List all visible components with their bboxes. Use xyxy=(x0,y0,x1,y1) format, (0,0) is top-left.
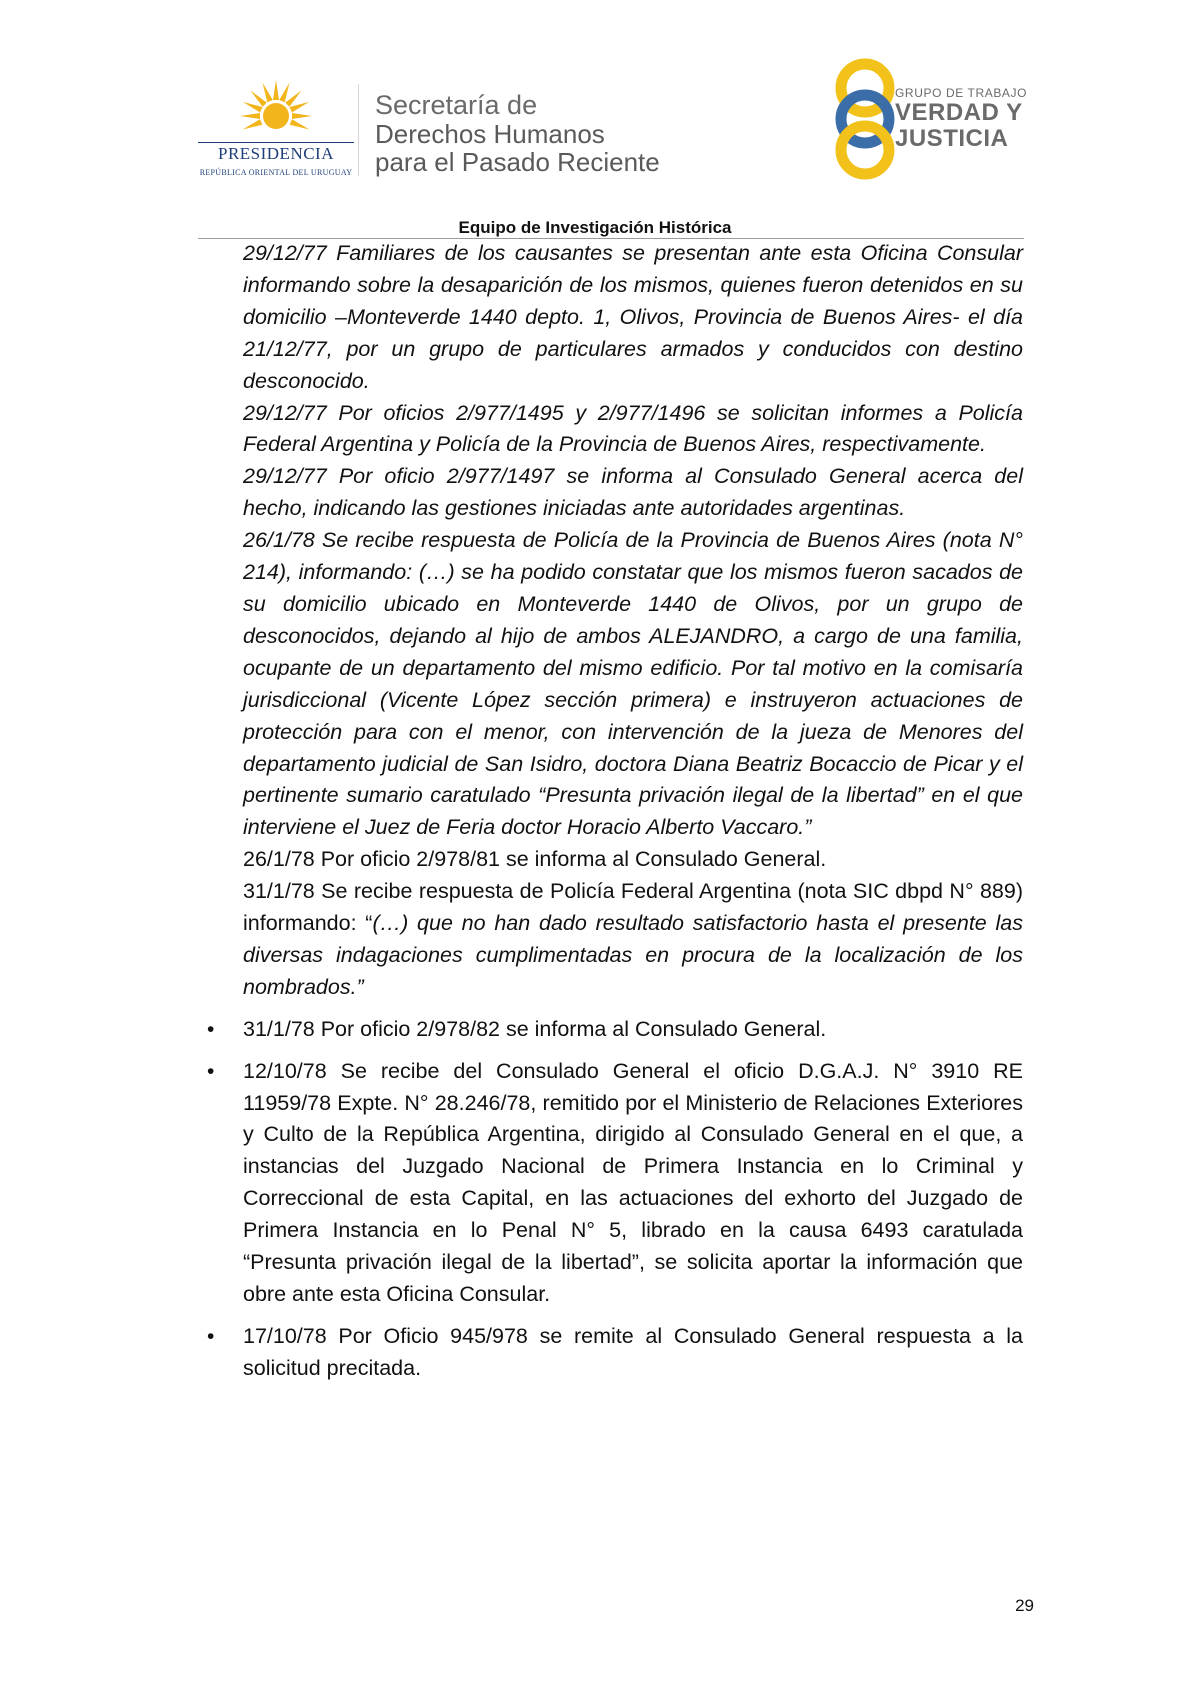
presidencia-label: PRESIDENCIA xyxy=(217,144,334,163)
bullet-icon: • xyxy=(207,1059,215,1083)
presidencia-sublabel: REPÚBLICA ORIENTAL DEL URUGUAY xyxy=(199,168,353,177)
secretaria-logo-text xyxy=(375,90,660,176)
list-item-text: 31/1/78 Por oficio 2/978/82 se informa al Consulado General. xyxy=(243,1016,827,1041)
paragraph-2: 29/12/77 Por oficios 2/977/1495 y 2/977/1496 se solicitan informes a Policía Federal Argentina y Policía de la Provincia de Buenos Aires, respectivamente. xyxy=(243,400,1023,457)
page-number: 29 xyxy=(1015,1596,1034,1615)
page-header xyxy=(0,0,1190,240)
secretaria-line1: Secretaría de xyxy=(375,90,538,120)
list-item xyxy=(207,1014,1023,1046)
header-divider xyxy=(358,84,359,176)
list-item-text: 12/10/78 Se recibe del Consulado General el oficio D.G.A.J. N° 3910 RE 11959/78 Expte. N° 28.246/78, remitido por el Ministerio de Relaciones Exteriores y Culto de la República Argentina, dirigido al Consulado General en el que, a instancias del Juzgado Nacional de Primera Instancia en lo Criminal y Correccional de esta Capital, en las actuaciones del exhorto del Juzgado de Primera Instancia en lo Penal N° 5, librado en la causa 6493 caratulada “Presunta privación ilegal de la libertad”, se solicita aportar la información que obre ante esta Oficina Consular. xyxy=(243,1058,1023,1306)
paragraph-4: 26/1/78 Se recibe respuesta de Policía de la Provincia de Buenos Aires (nota N° 214), informando: (…) se ha podido constatar que los mismos fueron sacados de su domicilio ubicado en Monteverde 1440 de Olivos, por un grupo de desconocidos, dejando al hijo de ambos ALEJANDRO, a cargo de una familia, ocupante de un departamento del mismo edificio. Por tal motivo en la comisaría jurisdiccional (Vicente López sección primera) e instruyeron actuaciones de protección para con el menor, con intervención de la jueza de Menores del departamento judicial de San Isidro, doctora Diana Beatriz Bocaccio de Picar y el pertinente sumario caratulado “Presunta privación ilegal de la libertad” en el que interviene el Juez de Feria doctor Horacio Alberto Vaccaro.” xyxy=(243,528,1023,840)
list-item-text: 17/10/78 Por Oficio 945/978 se remite al Consulado General respuesta a la solicitud precitada. xyxy=(243,1323,1023,1380)
vj-line1: VERDAD Y xyxy=(895,99,1023,126)
list-item xyxy=(207,1321,1023,1385)
paragraph-5: 26/1/78 Por oficio 2/978/81 se informa al Consulado General. xyxy=(243,847,827,872)
list-item xyxy=(207,1056,1023,1311)
paragraph-6-plain: 31/1/78 Se recibe respuesta de Policía Federal Argentina (nota SIC dbpd N° 889) informando: “ xyxy=(243,879,1023,936)
verdad-justicia-text xyxy=(895,86,1027,152)
vj-small-label: GRUPO DE TRABAJO xyxy=(895,86,1028,100)
team-title: Equipo de Investigación Histórica xyxy=(458,218,732,237)
presidencia-logo xyxy=(196,78,356,178)
bullet-icon: • xyxy=(207,1017,215,1041)
presidencia-rule xyxy=(198,142,354,143)
document-body xyxy=(207,238,1024,1385)
bullet-icon: • xyxy=(207,1324,215,1348)
vj-line2: JUSTICIA xyxy=(895,125,1009,152)
paragraph-6 xyxy=(243,876,1023,1004)
secretaria-line3: para el Pasado Reciente xyxy=(375,147,660,177)
secretaria-line2: Derechos Humanos xyxy=(375,119,605,149)
paragraph-6-quote: (…) que no han dado resultado satisfactorio hasta el presente las diversas indagaciones cumplimentadas en procura de la localización de los nombrados.” xyxy=(243,911,1024,999)
paragraph-3: 29/12/77 Por oficio 2/977/1497 se informa al Consulado General acerca del hecho, indicando las gestiones iniciadas ante autoridades argentinas. xyxy=(243,464,1023,521)
sun-emblem-icon xyxy=(236,78,316,148)
paragraph-1: 29/12/77 Familiares de los causantes se presentan ante esta Oficina Consular informando sobre la desaparición de los mismos, quienes fueron detenidos en su domicilio –Monteverde 1440 depto. 1, Olivos, Provincia de Buenos Aires- el día 21/12/77, por un grupo de particulares armados y conducidos con destino desconocido. xyxy=(243,241,1023,393)
